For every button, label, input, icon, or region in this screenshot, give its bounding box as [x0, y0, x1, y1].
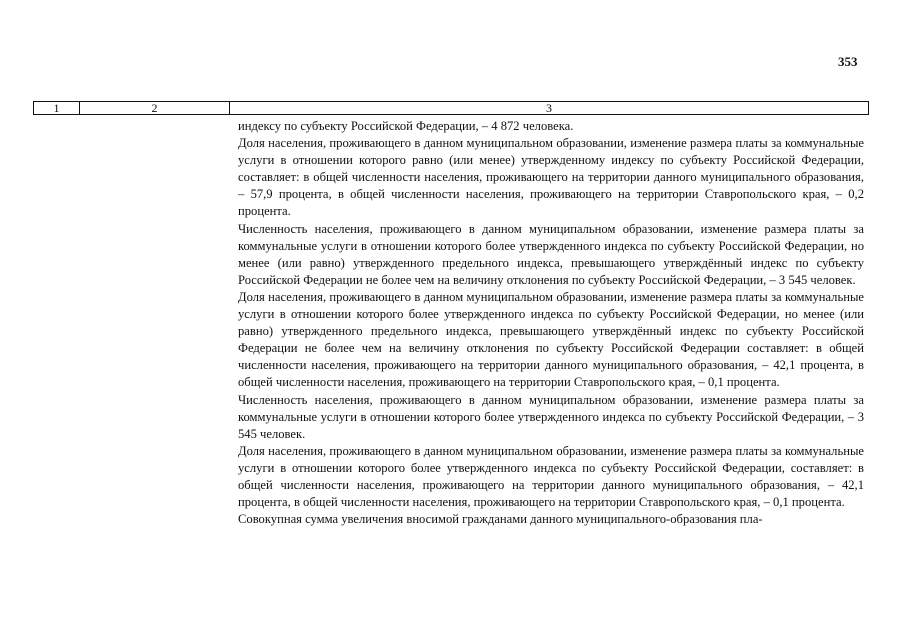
paragraph-1: индексу по субъекту Российской Федерации, – 4 872 человека. [238, 119, 574, 133]
column-number-3: 3 [546, 101, 552, 115]
column-number-1: 1 [34, 102, 80, 114]
table-column-header [33, 101, 869, 115]
paragraph-6: Доля населения, проживающего в данном муниципальном образовании, изменение размера платы за коммунальные услуги в отношении которого более утвержденного индекса по субъекту Российской Федерации, составляет: в общей численности населения, проживающего на территории данного муниципального образования, – 42,1 процента, в общей численности населения, проживающего на территории Ставропольского края, – 0,1 процента. [238, 443, 864, 510]
document-body [238, 118, 864, 528]
column-number-2: 2 [80, 102, 230, 114]
paragraph-7: Совокупная сумма увеличения вносимой гражданами данного муниципального-образования пла- [238, 512, 763, 527]
paragraph-4: Доля населения, проживающего в данном муниципальном образовании, изменение размера платы за коммунальные услуги в отношении которого более утвержденного индекса по субъекту Российской Федерации, но менее (или равно) утвержденного предельного индекса, превышающего утверждённый индекс по субъекту Российской Федерации не более чем на величину отклонения по субъекту Российской Федерации составляет: в общей численности населения, проживающего на территории данного муниципального образования, – 42,1 процента, в общей численности населения, проживающего на территории Ставропольского края, – 0,1 процента. [238, 289, 864, 390]
paragraph-2: Доля населения, проживающего в данном муниципальном образовании, изменение размера платы за коммунальные услуги в отношении которого равно (или менее) утвержденному индексу по субъекту Российской Федерации, составляет: в общей численности населения, проживающего на территории данного муниципального образования, – 57,9 процента, в общей численности населения, проживающего на территории Ставропольского края, – 0,2 процента. [238, 136, 864, 219]
page-number: 353 [838, 54, 858, 69]
paragraph-3: Численность населения, проживающего в данном муниципальном образовании, изменение размера платы за коммунальные услуги в отношении которого более утвержденного индекса по субъекту Российской Федерации, но менее (или равно) утвержденного предельного индекса, превышающего утверждённый индекс по субъекту Российской Федерации не более чем на величину отклонения по субъекту Российской Федерации, – 3 545 человек. [238, 221, 864, 287]
paragraph-5: Численность населения, проживающего в данном муниципальном образовании, изменение размера платы за коммунальные услуги в отношении которого более утвержденного индекса по субъекту Российской Федерации, – 3 545 человек. [238, 392, 864, 441]
